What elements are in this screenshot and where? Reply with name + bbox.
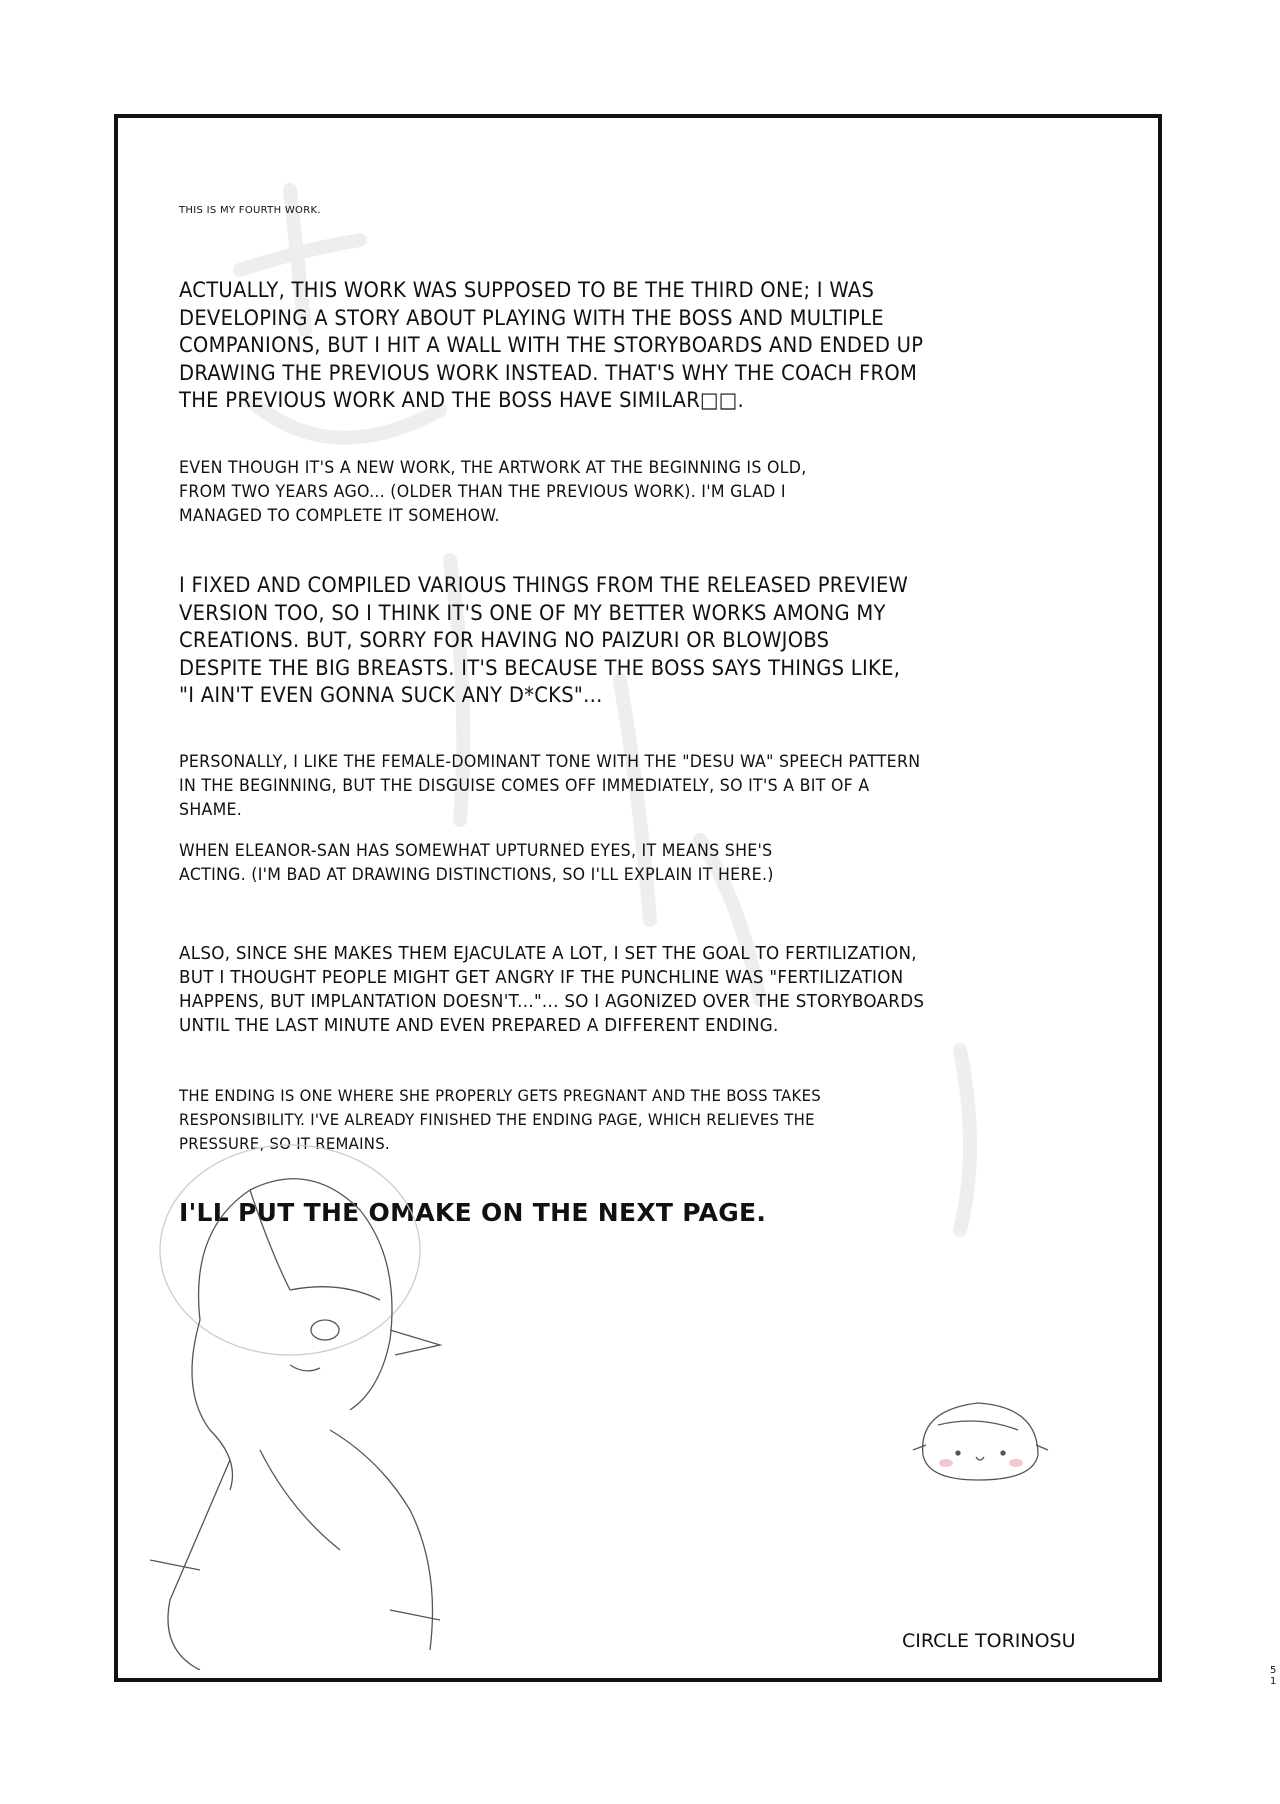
paragraph-4: PERSONALLY, I LIKE THE FEMALE-DOMINANT TONE WITH THE "DESU WA" SPEECH PATTERN IN THE BEGINNING, BUT THE DISGUISE COMES OFF IMMEDIATELY, SO IT'S A BIT OF A SHAME. [179,752,921,820]
page-number: 51 [1270,1665,1277,1687]
character-sketch [140,1130,480,1670]
closing-line: I'LL PUT THE OMAKE ON THE NEXT PAGE. [179,1198,767,1227]
paragraph-2: EVEN THOUGH IT'S A NEW WORK, THE ARTWORK AT THE BEGINNING IS OLD, FROM TWO YEARS AGO... (OLDER THAN THE PREVIOUS WORK). I'M GLAD I MANAGED TO COMPLETE IT SOMEHOW. [179,458,807,526]
paragraph-1: ACTUALLY, THIS WORK WAS SUPPOSED TO BE THE THIRD ONE; I WAS DEVELOPING A STORY ABOUT PLAYING WITH THE BOSS AND MULTIPLE COMPANIONS, BUT I HIT A WALL WITH THE STORYBOARDS AND ENDED UP DRAWING THE PREVIOUS WORK INSTEAD. THAT'S WHY THE COACH FROM THE PREVIOUS WORK AND THE BOSS HAVE SIMILAR□□. [179,278,924,412]
paragraph-7: THE ENDING IS ONE WHERE SHE PROPERLY GETS PREGNANT AND THE BOSS TAKES RESPONSIBILITY. I'VE ALREADY FINISHED THE ENDING PAGE, WHICH RELIEVES THE PRESSURE, SO IT REMAINS. [179,1086,821,1153]
intro-text: THIS IS MY FOURTH WORK. [179,205,321,216]
circle-signature: CIRCLE TORINOSU [902,1630,1076,1652]
paragraph-3: I FIXED AND COMPILED VARIOUS THINGS FROM THE RELEASED PREVIEW VERSION TOO, SO I THINK IT'S ONE OF MY BETTER WORKS AMONG MY CREATIONS. BUT, SORRY FOR HAVING NO PAIZURI OR BLOWJOBS DESPITE THE BIG BREASTS. IT'S BECAUSE THE BOSS SAYS THINGS LIKE, "I AIN'T EVEN GONNA SUCK ANY D*CKS"... [179,573,909,707]
paragraph-5: WHEN ELEANOR-SAN HAS SOMEWHAT UPTURNED EYES, IT MEANS SHE'S ACTING. (I'M BAD AT DRAWING DISTINCTIONS, SO I'LL EXPLAIN IT HERE.) [179,841,774,885]
paragraph-6: ALSO, SINCE SHE MAKES THEM EJACULATE A LOT, I SET THE GOAL TO FERTILIZATION, BUT I THOUGHT PEOPLE MIGHT GET ANGRY IF THE PUNCHLINE WAS "FERTILIZATION HAPPENS, BUT IMPLANTATION DOESN'T..."... SO I AGONIZED OVER THE STORYBOARDS UNTIL THE LAST MINUTE AND EVEN PREPARED A DIFFERENT ENDING. [179,943,925,1036]
chibi-sketch [908,1395,1058,1485]
